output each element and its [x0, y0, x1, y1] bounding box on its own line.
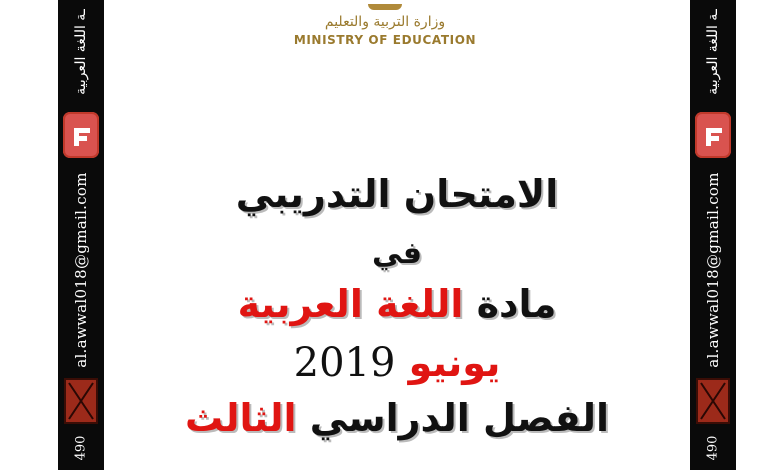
- left-side-bar: [58, 0, 104, 470]
- term-prefix: الفصل الدراسي: [309, 396, 609, 440]
- left-bar-red-stamp: [64, 378, 98, 424]
- left-bar-email: al.awwal018@gmail.com: [72, 172, 90, 368]
- ministry-name-arabic: وزارة التربية والتعليم: [324, 14, 446, 30]
- exam-year: 2019: [293, 340, 396, 386]
- right-bar-number: 490: [705, 435, 721, 461]
- facebook-icon[interactable]: [63, 112, 99, 158]
- cover-subject-line: [104, 282, 690, 326]
- cover-term-line: [104, 396, 690, 440]
- ministry-logo: [368, 4, 402, 10]
- subject-prefix: مادة: [476, 282, 557, 326]
- right-side-bar: [690, 0, 736, 470]
- cover-date-line: [104, 340, 690, 386]
- ministry-name-english: MINISTRY OF EDUCATION: [293, 33, 477, 47]
- ministry-header: [270, 4, 500, 47]
- right-bar-top-text: ـة اللغة العربية: [705, 9, 721, 95]
- cover-title-line1: الامتحان التدريبي: [235, 172, 559, 216]
- right-bar-email: al.awwal018@gmail.com: [704, 172, 722, 368]
- facebook-icon[interactable]: [695, 112, 731, 158]
- term-number: الثالث: [184, 396, 297, 440]
- left-bar-number: 490: [73, 435, 89, 461]
- subject-name: اللغة العربية: [237, 282, 464, 326]
- left-bar-top-text: ـة اللغة العربية: [73, 9, 89, 95]
- right-bar-red-stamp: [696, 378, 730, 424]
- exam-month: يونيو: [408, 341, 501, 385]
- cover-title-line2: في: [372, 236, 422, 271]
